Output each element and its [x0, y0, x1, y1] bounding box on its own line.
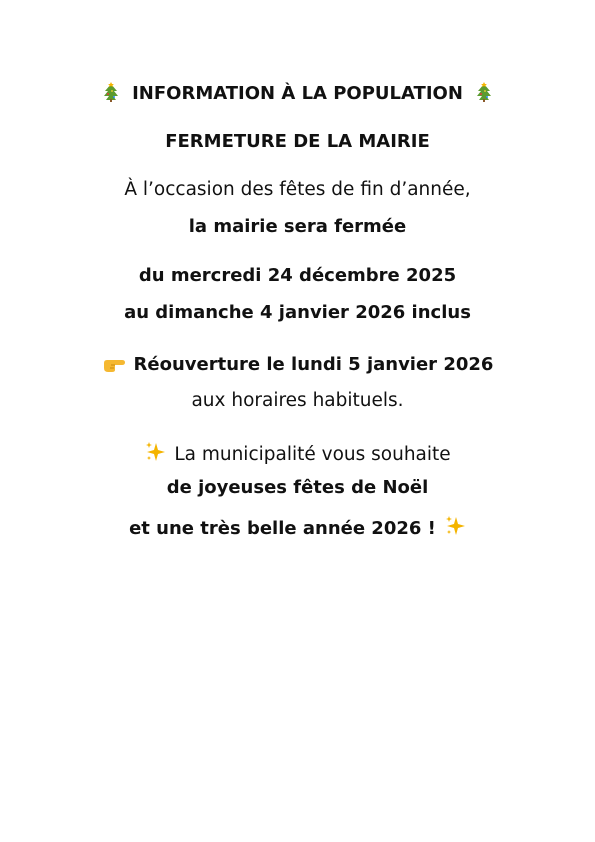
- wish-line-1: de joyeuses fêtes de Noël: [166, 477, 429, 498]
- wish-line-2: et une très belle année 2026 !: [129, 518, 436, 539]
- reopening-text: Réouverture le lundi 5 janvier 2026: [133, 354, 494, 375]
- period-start: du mercredi 24 décembre 2025: [138, 265, 457, 286]
- wish-line-2-line: [0, 515, 595, 538]
- hours-text: aux horaires habituels.: [191, 390, 404, 411]
- sparkles-icon: [144, 441, 166, 463]
- sparkles-icon: [444, 515, 466, 537]
- christmas-tree-icon: [102, 82, 120, 102]
- wish-intro: La municipalité vous souhaite: [174, 444, 451, 465]
- christmas-tree-icon: [475, 82, 493, 102]
- period-end: au dimanche 4 janvier 2026 inclus: [124, 302, 471, 323]
- notice-heading: INFORMATION À LA POPULATION: [132, 83, 463, 104]
- notice-subheading: FERMETURE DE LA MAIRIE: [165, 131, 430, 152]
- notice-heading-line: [0, 82, 595, 103]
- closed-statement: la mairie sera fermée: [188, 216, 407, 237]
- wish-intro-line: [0, 441, 595, 465]
- occasion-text: À l’occasion des fêtes de fin d’année,: [124, 179, 471, 200]
- reopening-line: [0, 355, 595, 374]
- pointing-hand-icon: [102, 355, 126, 373]
